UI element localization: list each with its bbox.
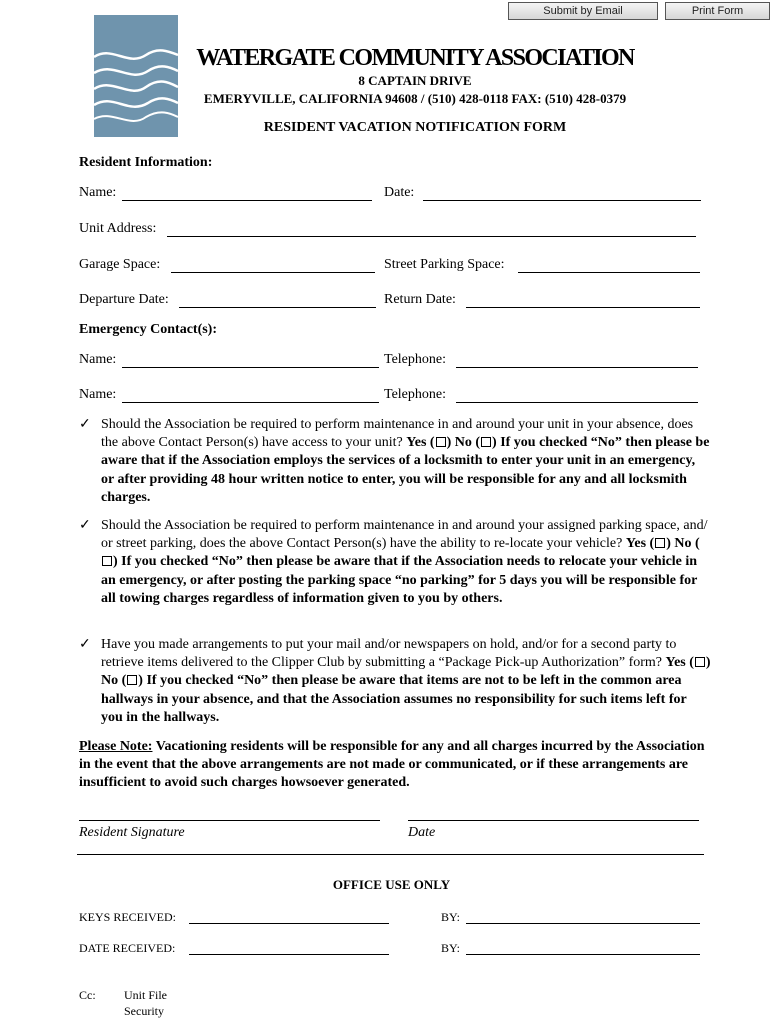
print-form-button[interactable]: Print Form [665, 2, 770, 20]
return-date-label: Return Date: [384, 292, 456, 307]
no-open-label: ) No ( [446, 435, 481, 451]
resident-date-field[interactable] [423, 187, 701, 201]
q1-no-checkbox[interactable] [481, 437, 491, 447]
resident-signature-label: Resident Signature [79, 825, 185, 840]
resident-name-label: Name: [79, 185, 117, 200]
please-note-label: Please Note: [79, 739, 153, 754]
q3-no-checkbox[interactable] [127, 675, 137, 685]
form-title: RESIDENT VACATION NOTIFICATION FORM [263, 120, 567, 135]
close-paren-label: ) [113, 554, 118, 570]
cc-label: Cc: [79, 988, 96, 1002]
association-logo [94, 15, 178, 137]
please-note [79, 738, 709, 793]
no-open-label: ) No ( [101, 655, 711, 689]
resident-info-heading: Resident Information: [79, 155, 213, 170]
keys-by-label: BY: [441, 910, 460, 924]
date-by-field[interactable] [466, 941, 700, 955]
street-parking-label: Street Parking Space: [384, 257, 505, 272]
return-date-field[interactable] [466, 294, 700, 308]
close-paren-label: ) [138, 673, 143, 689]
signature-date-field[interactable] [408, 807, 699, 821]
keys-received-field[interactable] [189, 910, 389, 924]
close-paren-label: ) [492, 435, 497, 451]
departure-date-label: Departure Date: [79, 292, 169, 307]
question-unit-access-text: Should the Association be required to perform maintenance in and around your unit in your absence, does the above Contact Person(s) have access to your unit? [101, 417, 694, 451]
contact1-name-field[interactable] [122, 354, 379, 368]
resident-name-field[interactable] [122, 187, 372, 201]
question-vehicle-relocation [101, 517, 711, 608]
question-unit-access-warning: If you checked “No” then please be aware that if the Association employs the services of a locksmith to enter your unit in an emergency, or after providing 48 hour written notice to enter, you will be responsible for any and all locksmith charges. [101, 435, 710, 505]
q2-no-checkbox[interactable] [102, 556, 112, 566]
unit-address-label: Unit Address: [79, 221, 157, 236]
question-unit-access [101, 416, 711, 507]
question-vehicle-relocation-text: Should the Association be required to perform maintenance in and around your assigned parking space, and/ or street parking, does the above Contact Person(s) have the ability to re-locate your vehicle? [101, 518, 708, 552]
contact1-name-label: Name: [79, 352, 117, 367]
garage-space-field[interactable] [171, 259, 375, 273]
date-received-label: DATE RECEIVED: [79, 941, 176, 955]
garage-space-label: Garage Space: [79, 257, 161, 272]
yes-open-label: Yes ( [665, 655, 694, 671]
keys-received-label: KEYS RECEIVED: [79, 910, 176, 924]
contact2-name-field[interactable] [122, 389, 379, 403]
question-mail-hold-text: Have you made arrangements to put your mail and/or newspapers on hold, and/or for a second party to retrieve items delivered to the Clipper Club by submitting a “Package Pick-up Authorization” form? [101, 637, 677, 671]
contact1-telephone-field[interactable] [456, 354, 698, 368]
date-received-field[interactable] [189, 941, 389, 955]
q1-yes-checkbox[interactable] [436, 437, 446, 447]
question-mail-hold [101, 636, 711, 727]
no-open-label: ) No ( [666, 536, 700, 552]
q2-yes-checkbox[interactable] [655, 538, 665, 548]
contact2-telephone-field[interactable] [456, 389, 698, 403]
check-mark-icon: ✓ [79, 637, 91, 652]
street-parking-field[interactable] [518, 259, 700, 273]
address-line-2: EMERYVILLE, CALIFORNIA 94608 / (510) 428-0118 FAX: (510) 428-0379 [203, 91, 627, 106]
yes-open-label: Yes ( [406, 435, 435, 451]
office-use-heading: OFFICE USE ONLY [332, 877, 451, 892]
date-by-label: BY: [441, 941, 460, 955]
unit-address-field[interactable] [167, 223, 696, 237]
q3-yes-checkbox[interactable] [695, 657, 705, 667]
check-mark-icon: ✓ [79, 518, 91, 533]
address-line-1: 8 CAPTAIN DRIVE [358, 73, 472, 88]
resident-date-label: Date: [384, 185, 415, 200]
cc-security: Security [124, 1004, 164, 1018]
contact2-name-label: Name: [79, 387, 117, 402]
resident-signature-field[interactable] [79, 807, 380, 821]
question-mail-hold-warning: If you checked “No” then please be aware that items are not to be left in the common area hallways in your absence, and that the Association assumes no responsibility for such items left for you in the hallways. [101, 673, 687, 725]
signature-date-label: Date [408, 825, 436, 840]
check-mark-icon: ✓ [79, 417, 91, 432]
divider [77, 854, 704, 855]
cc-unit-file: Unit File [124, 988, 168, 1002]
yes-open-label: Yes ( [625, 536, 655, 552]
departure-date-field[interactable] [179, 294, 376, 308]
question-vehicle-relocation-warning: If you checked “No” then please be aware that if the Association needs to relocate your vehicle in an emergency, or after posting the parking space “no parking” for 5 days you will be responsible for all towing charges regardless of information given to you by others. [101, 554, 698, 606]
contact2-telephone-label: Telephone: [384, 387, 446, 402]
organization-name: WATERGATE COMMUNITY ASSOCIATION [196, 45, 634, 71]
contact1-telephone-label: Telephone: [384, 352, 446, 367]
emergency-contacts-heading: Emergency Contact(s): [79, 322, 218, 337]
submit-by-email-button[interactable]: Submit by Email [508, 2, 658, 20]
please-note-text: Vacationing residents will be responsible for any and all charges incurred by the Association in the event that the above arrangements are not made or communicated, or if these arrangements are insufficient to avoid such charges howsoever generated. [79, 739, 705, 791]
keys-by-field[interactable] [466, 910, 700, 924]
